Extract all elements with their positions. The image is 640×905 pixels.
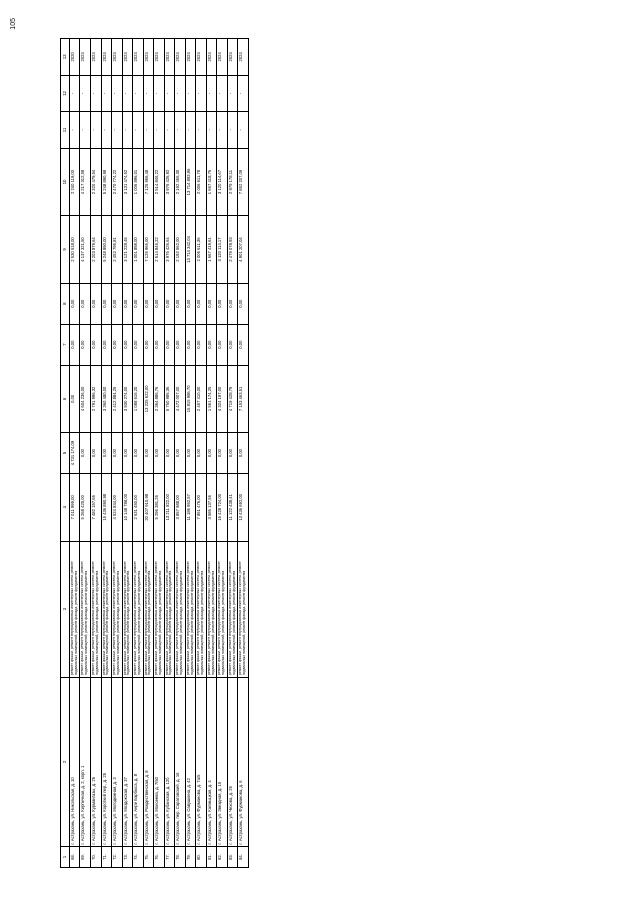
row-paid-amount: 2 320 479,54 [90,148,101,216]
row-fund-amount: 4 901 207,04 [238,215,249,283]
row-number: 70. [90,846,101,867]
row-subsidy-federal: 0,00 [206,432,217,473]
row-col12: - [143,75,154,112]
column-index-2: 2 [61,677,70,846]
row-address: г. Астрахань, ул. Моисеева, д. 7/50 [154,677,165,846]
row-fund-amount: 2 514 846,22 [154,215,165,283]
table-row [227,38,238,867]
row-subsidy-federal: 0,00 [80,432,91,473]
row-address: г. Астрахань, ул. Калмыцкая, д. 4 [206,677,217,846]
row-subsidy-federal: 0,00 [143,432,154,473]
row-total-cost: 7 482 157,66 [90,473,101,541]
column-index-10: 10 [61,148,70,216]
row-col11: - [80,111,91,148]
row-owners-share: 0,00 [154,283,165,324]
column-index-5: 5 [61,432,70,473]
row-address: г. Астрахань, ул. Короткий пер., д. 25 [101,677,112,846]
row-fund-amount: 2 192 562,00 [175,215,186,283]
row-total-cost: 15 436 890,98 [101,473,112,541]
row-subsidy-regional: 4 719 428,79 [227,365,238,433]
row-subsidy-municipal: 0,00 [196,324,207,365]
row-subsidy-regional: 3 930 274,00 [122,365,133,433]
row-works: ремонт крыши, ремонт внутридомовых инженерных систем, ремонт подвальных помещений, ремонт фасада, ремонт фундамента [206,541,217,677]
row-subsidy-regional: 4 472 007,00 [175,365,186,433]
row-fund-amount: 2 006 611,36 [196,215,207,283]
row-paid-amount: 2 979 178,11 [227,148,238,216]
row-col12: - [101,75,112,112]
row-number: 72. [112,846,123,867]
table-row [196,38,207,867]
table-row [101,38,112,867]
row-col11: - [238,111,249,148]
row-subsidy-municipal: 0,00 [175,324,186,365]
row-owners-share: 0,00 [185,283,196,324]
row-number: 69. [80,846,91,867]
table-row [164,38,175,867]
row-subsidy-federal: 0,00 [238,432,249,473]
row-total-cost: 13 211 822,00 [164,473,175,541]
row-owners-share: 0,00 [80,283,91,324]
row-total-cost: 4 524 844,00 [112,473,123,541]
row-fund-amount: 5 248 890,00 [101,215,112,283]
table-row [122,38,133,867]
row-year: 2024 [238,38,249,75]
row-year: 2024 [90,38,101,75]
row-fund-amount: 1 001 898,00 [133,215,144,283]
row-address: г. Астрахань, ул. Курмангазы, д. 26 [90,677,101,846]
row-col12: - [69,75,80,112]
row-fund-amount: 3 121 228,45 [122,215,133,283]
row-col12: - [133,75,144,112]
row-col12: - [164,75,175,112]
capital-repair-table [60,38,249,868]
column-index-13: 13 [61,38,70,75]
row-year: 2024 [217,38,228,75]
row-col11: - [185,111,196,148]
row-col12: - [238,75,249,112]
table-row [143,38,154,867]
row-subsidy-federal: 0,00 [101,432,112,473]
row-works: ремонт крыши, ремонт внутридомовых инженерных систем, ремонт подвальных помещений, ремонт фасада, ремонт фундамента [164,541,175,677]
row-subsidy-regional: 0,00 [69,365,80,433]
row-address: г. Астрахань, ул. Никольская, д. 10 [69,677,80,846]
table-row [185,38,196,867]
row-subsidy-federal: 0,00 [122,432,133,473]
row-address: г. Астрахань, ул. Савушкина, д. 42 [185,677,196,846]
row-owners-share: 0,00 [90,283,101,324]
table-row [90,38,101,867]
row-total-cost: 7 011 999,00 [69,473,80,541]
row-subsidy-federal: 0,00 [164,432,175,473]
row-year: 2024 [143,38,154,75]
row-subsidy-regional: 2 364 886,76 [154,365,165,433]
row-total-cost: 11 122 438,41 [227,473,238,541]
row-col11: - [175,111,186,148]
row-paid-amount: 13 714 893,96 [185,148,196,216]
row-subsidy-federal: 0,00 [175,432,186,473]
column-index-row [61,38,70,867]
table-row [133,38,144,867]
row-col11: - [112,111,123,148]
page-number: 105 [10,18,17,30]
row-subsidy-regional: 2 791 996,32 [90,365,101,433]
row-subsidy-municipal: 0,00 [154,324,165,365]
row-paid-amount: 2 240 119,00 [69,148,80,216]
column-index-6: 6 [61,365,70,433]
row-subsidy-regional: 1 561 174,25 [206,365,217,433]
row-subsidy-federal: 0,00 [112,432,123,473]
row-subsidy-municipal: 0,00 [185,324,196,365]
row-col12: - [185,75,196,112]
row-subsidy-federal: 0,00 [217,432,228,473]
row-address: г. Астрахань, ул. Звездная, д. 15 [217,677,228,846]
row-works: ремонт крыши, ремонт внутридомовых инженерных систем, ремонт подвальных помещений, ремонт фасада, ремонт фундамента [154,541,165,677]
row-works: ремонт крыши, ремонт внутридомовых инженерных систем, ремонт подвальных помещений, ремонт фасада, ремонт фундамента [80,541,91,677]
row-col12: - [196,75,207,112]
row-subsidy-municipal: 0,00 [143,324,154,365]
row-number: 79. [185,846,196,867]
row-year: 2024 [133,38,144,75]
table-row [80,38,91,867]
row-paid-amount: 3 120 114,67 [217,148,228,216]
row-subsidy-regional: 13 225 622,00 [143,365,154,433]
row-col12: - [206,75,217,112]
row-works: ремонт крыши, ремонт внутридомовых инженерных систем, ремонт подвальных помещений, ремонт фасада, ремонт фундамента [185,541,196,677]
row-subsidy-municipal: 0,00 [217,324,228,365]
row-subsidy-federal: 0,00 [154,432,165,473]
row-year: 2024 [154,38,165,75]
row-col11: - [101,111,112,148]
row-col11: - [69,111,80,148]
row-col11: - [217,111,228,148]
row-year: 2024 [175,38,186,75]
row-address: г. Астрахань, ул. Фурманова, д. 7а/5 [196,677,207,846]
row-paid-amount: 3 131 474,52 [122,148,133,216]
row-owners-share: 0,00 [164,283,175,324]
rotated-table-sheet [60,38,580,868]
row-address: г. Астрахань, пер. Саратовский, д. 16 [175,677,186,846]
row-works: ремонт крыши, ремонт внутридомовых инженерных систем, ремонт подвальных помещений, ремонт фасада, ремонт фундамента [217,541,228,677]
row-works: ремонт крыши, ремонт внутридомовых инженерных систем, ремонт подвальных помещений, ремонт фасада, ремонт фундамента [175,541,186,677]
row-year: 2024 [196,38,207,75]
row-year: 2024 [101,38,112,75]
row-owners-share: 0,00 [238,283,249,324]
row-address: г. Астрахань, ул. Кубанская, д. 12б [164,677,175,846]
row-col12: - [217,75,228,112]
row-owners-share: 0,00 [196,283,207,324]
row-address: г. Астрахань, ул. Моздокская, д. 37 [122,677,133,846]
row-works: ремонт крыши, ремонт внутридомовых инженерных систем, ремонт подвальных помещений, ремонт фасада, ремонт фундамента [69,541,80,677]
table-row [112,38,123,867]
column-index-11: 11 [61,111,70,148]
row-subsidy-municipal: 0,00 [227,324,238,365]
row-col11: - [196,111,207,148]
row-owners-share: 0,00 [175,283,186,324]
table-row [217,38,228,867]
row-address: г. Астрахань, ул. Молодежная, д. 3 [112,677,123,846]
row-works: ремонт крыши, ремонт внутридомовых инженерных систем, ремонт подвальных помещений, ремонт фасада, ремонт фундамента [133,541,144,677]
column-index-3: 3 [61,541,70,677]
column-index-8: 8 [61,283,70,324]
column-index-12: 12 [61,75,70,112]
row-subsidy-municipal: 0,00 [80,324,91,365]
row-year: 2024 [112,38,123,75]
row-paid-amount: 4 217 312,58 [80,148,91,216]
row-col11: - [122,111,133,148]
row-subsidy-municipal: 0,00 [206,324,217,365]
row-subsidy-municipal: 0,00 [133,324,144,365]
row-col11: - [90,111,101,148]
row-paid-amount: 2 006 611,78 [196,148,207,216]
row-number: 83. [227,846,238,867]
row-number: 74. [133,846,144,867]
row-address: г. Астрахань, ул. Чехова, д. 26 [227,677,238,846]
row-year: 2020 [69,38,80,75]
row-col12: - [112,75,123,112]
row-paid-amount: 2 192 465,30 [175,148,186,216]
row-col11: - [164,111,175,148]
row-total-cost: 3 857 988,00 [175,473,186,541]
row-col12: - [175,75,186,112]
row-subsidy-regional: 3 360 480,00 [101,365,112,433]
row-col11: - [143,111,154,148]
row-owners-share: 0,00 [112,283,123,324]
row-col12: - [80,75,91,112]
row-col11: - [154,111,165,148]
row-address: г. Астрахань, ул. Кирпичная, д. 2, корп. 1 [80,677,91,846]
row-owners-share: 0,00 [217,283,228,324]
row-paid-amount: 2 514 846,22 [154,148,165,216]
row-subsidy-federal: 0,00 [227,432,238,473]
row-subsidy-regional: 1 088 616,20 [133,365,144,433]
row-paid-amount: 5 248 890,98 [101,148,112,216]
row-subsidy-regional: 4 324 197,00 [217,365,228,433]
row-works: ремонт крыши, ремонт внутридомовых инженерных систем, ремонт подвальных помещений, ремонт фасада, ремонт фундамента [101,541,112,677]
row-total-cost: 16 428 724,00 [217,473,228,541]
row-subsidy-regional: 7 153 463,51 [238,365,249,433]
row-works: ремонт крыши, ремонт внутридомовых инженерных систем, ремонт подвальных помещений, ремонт фасада, ремонт фундамента [227,541,238,677]
row-owners-share: 0,00 [122,283,133,324]
row-number: 82. [217,846,228,867]
row-address: г. Астрахань, ул. Фурманова, д. 6 [238,677,249,846]
row-year: 2024 [206,38,217,75]
row-works: ремонт крыши, ремонт внутридомовых инженерных систем, ремонт подвальных помещений, ремонт фасада, ремонт фундамента [196,541,207,677]
row-subsidy-regional: 2 412 884,25 [112,365,123,433]
row-number: 80. [196,846,207,867]
row-works: ремонт крыши, ремонт внутридомовых инженерных систем, ремонт подвальных помещений, ремонт фасада, ремонт фундамента [112,541,123,677]
row-year: 2024 [185,38,196,75]
row-total-cost: 10 148 788,00 [122,473,133,541]
row-number: 81. [206,846,217,867]
row-col11: - [206,111,217,148]
row-subsidy-regional: 5 750 986,36 [164,365,175,433]
row-owners-share: 0,00 [101,283,112,324]
column-index-4: 4 [61,473,70,541]
row-fund-amount: 2 452 795,81 [112,215,123,283]
table-row [69,38,80,867]
row-number: 75. [143,846,154,867]
row-paid-amount: 7 852 207,09 [238,148,249,216]
row-owners-share: 0,00 [227,283,238,324]
row-subsidy-municipal: 0,00 [238,324,249,365]
row-total-cost: 5 268 425,00 [80,473,91,541]
table-row [175,38,186,867]
column-index-1: 1 [61,846,70,867]
row-fund-amount: 2 479 078,93 [227,215,238,283]
row-fund-amount: 3 120 114,17 [217,215,228,283]
row-owners-share: 0,00 [133,283,144,324]
table-row [238,38,249,867]
row-subsidy-municipal: 0,00 [90,324,101,365]
row-subsidy-municipal: 0,00 [101,324,112,365]
row-fund-amount: 1 667 419,61 [206,215,217,283]
row-col11: - [227,111,238,148]
row-subsidy-regional: 2 457 410,00 [196,365,207,433]
row-works: ремонт крыши, ремонт внутридомовых инженерных систем, ремонт подвальных помещений, ремонт фасада, ремонт фундамента [122,541,133,677]
row-fund-amount: 2 203 879,64 [90,215,101,283]
row-address: г. Астрахань, ул. Анри Барбюса, д. 8 [133,677,144,846]
row-number: 78. [175,846,186,867]
row-fund-amount: 4 137 321,50 [80,215,91,283]
row-fund-amount: 7 125 966,00 [143,215,154,283]
row-col12: - [227,75,238,112]
row-subsidy-federal: 4 731 174,09 [69,432,80,473]
row-works: ремонт крыши, ремонт внутридомовых инженерных систем, ремонт подвальных помещений, ремонт фасада, ремонт фундамента [143,541,154,677]
row-year: 2024 [227,38,238,75]
row-col12: - [154,75,165,112]
row-paid-amount: 3 976 426,92 [164,148,175,216]
row-fund-amount: 3 976 426,64 [164,215,175,283]
row-owners-share: 0,00 [206,283,217,324]
table-row [206,38,217,867]
row-paid-amount: 2 470 774,22 [112,148,123,216]
row-total-cost: 20 407 910,98 [143,473,154,541]
row-owners-share: 0,00 [143,283,154,324]
table-row [154,38,165,867]
row-total-cost: 2 631 450,00 [133,473,144,541]
row-works: ремонт крыши, ремонт внутридомовых инженерных систем, ремонт подвальных помещений, ремонт фасада, ремонт фундамента [90,541,101,677]
row-col11: - [133,111,144,148]
row-subsidy-municipal: 0,00 [69,324,80,365]
row-fund-amount: 13 714 342,04 [185,215,196,283]
row-paid-amount: 7 125 966,48 [143,148,154,216]
row-fund-amount: 2 530 518,00 [69,215,80,283]
row-total-cost: 7 861 476,00 [196,473,207,541]
row-number: 84. [238,846,249,867]
column-index-7: 7 [61,324,70,365]
row-number: 68. [69,846,80,867]
row-total-cost: 13 436 692,00 [238,473,249,541]
row-number: 71. [101,846,112,867]
row-subsidy-federal: 0,00 [185,432,196,473]
column-index-9: 9 [61,215,70,283]
row-number: 77. [164,846,175,867]
row-number: 76. [154,846,165,867]
row-year: 2024 [164,38,175,75]
row-number: 73. [122,846,133,867]
row-paid-amount: 1 667 418,76 [206,148,217,216]
row-address: г. Астрахань, ул. Рождественская, д. 8 [143,677,154,846]
row-year: 2024 [80,38,91,75]
row-subsidy-federal: 0,00 [133,432,144,473]
row-total-cost: 3 586 137,56 [206,473,217,541]
row-subsidy-municipal: 0,00 [164,324,175,365]
row-subsidy-regional: 4 604 236,00 [80,365,91,433]
row-paid-amount: 1 006 896,01 [133,148,144,216]
row-col12: - [90,75,101,112]
row-total-cost: 11 186 952,57 [185,473,196,541]
row-owners-share: 0,00 [69,283,80,324]
row-subsidy-regional: 15 815 986,70 [185,365,196,433]
row-total-cost: 5 296 381,26 [154,473,165,541]
row-subsidy-municipal: 0,00 [112,324,123,365]
row-year: 2024 [122,38,133,75]
row-subsidy-federal: 0,00 [196,432,207,473]
row-subsidy-municipal: 0,00 [122,324,133,365]
row-works: ремонт крыши, ремонт внутридомовых инженерных систем, ремонт подвальных помещений, ремонт фасада, ремонт фундамента [238,541,249,677]
row-subsidy-federal: 0,00 [90,432,101,473]
row-col12: - [122,75,133,112]
